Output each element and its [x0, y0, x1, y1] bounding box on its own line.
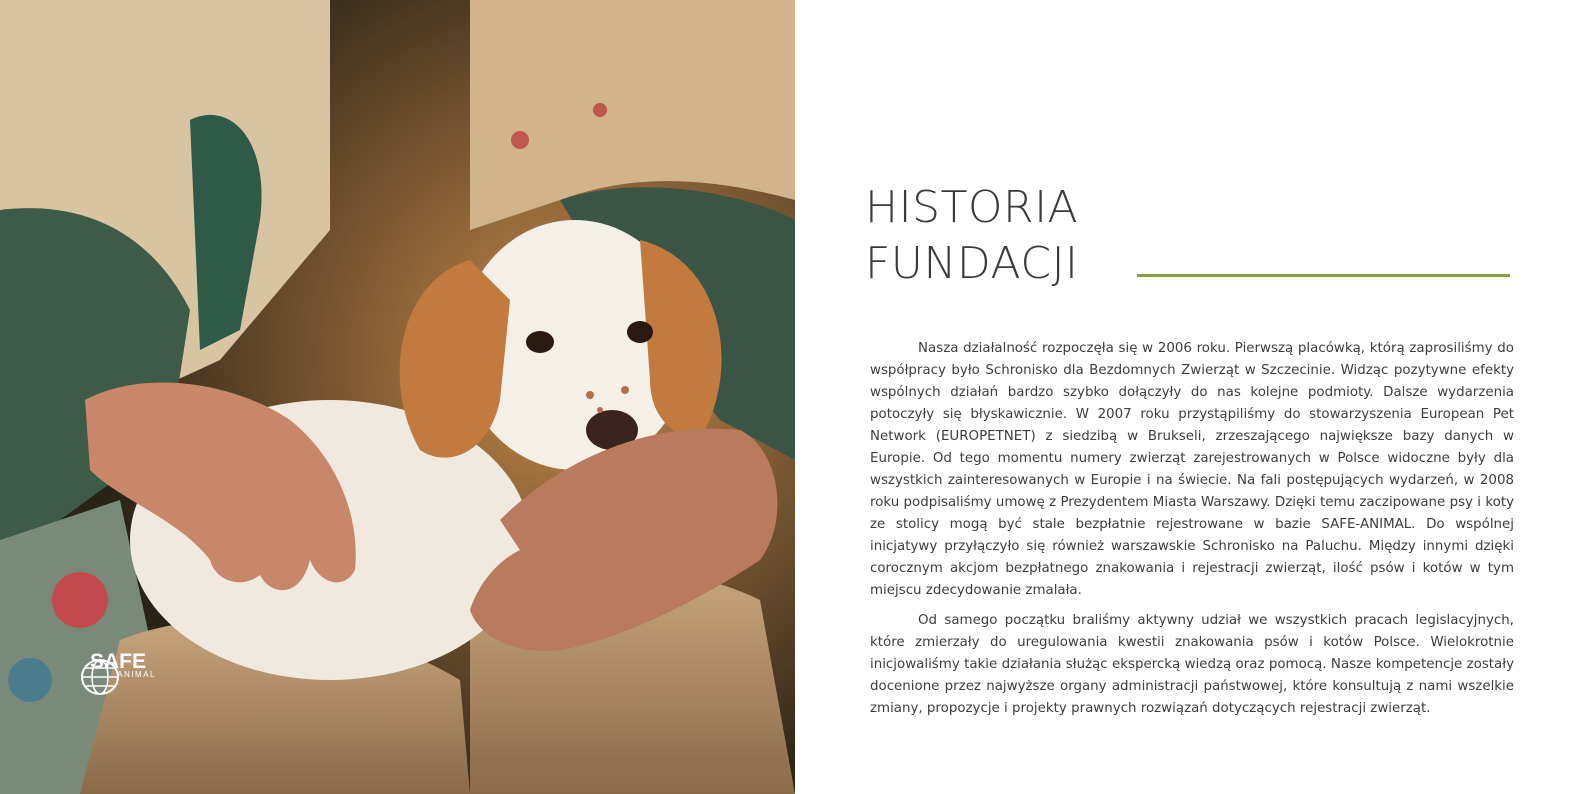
text-panel [795, 0, 1588, 794]
safe-animal-logo [78, 650, 158, 716]
page-title [865, 180, 1079, 292]
accent-divider [1137, 274, 1510, 277]
paragraph-2: Od samego początku braliśmy aktywny udział we wszystkich pracach legislacyjnych, które zmierzały do uregulowania kwestii znakowania psów i kotów Polsce. Wielokrotnie inicjowaliśmy takie działania służąc ekspercką wiedzą oraz pomocą. Nasze kompetencje zostały docenione przez najwyższe organy administracji państwowej, które konsultują z nami wszelkie zmiany, propozycje i projekty prawnych rozwiązań dotyczących rejestracji zwierząt. [870, 613, 1514, 716]
logo-text-safe: SAFE [89, 650, 146, 673]
title-line-2: FUNDACJI [865, 238, 1079, 289]
globe-icon [78, 658, 122, 696]
paragraph-1: Nasza działalność rozpoczęła się w 2006 roku. Pierwszą placówką, którą zaprosiliśmy do współpracy było Schronisko dla Bezdomnych Zwierząt w Szczecinie. Widząc pozytywne efekty wspólnych działań bardzo szybko dołączyły do nas kolejne podmioty. Dalsze wydarzenia potoczyły się błyskawicznie. W 2007 roku przystąpiliśmy do stowarzyszenia European Pet Network (EUROPETNET) z siedzibą w Brukseli, zrzeszającego największe bazy danych w Europie. Od tego momentu numery zwierząt zarejestrowanych w Polsce widoczne były dla wszystkich zainteresowanych w Europie i na świecie. Na fali postępujących wydarzeń, w 2008 roku podpisaliśmy umowę z Prezydentem Miasta Warszawy. Dzięki temu zaczipowane psy i koty ze stolicy mogą być stale bezpłatnie rejestrowane w bazie SAFE-ANIMAL. Do wspólnej inicjatywy przyłączyło się również warszawskie Schronisko na Paluchu. Między innymi dzięki corocznym akcjom bezpłatnego znakowania i rejestracji zwierząt, ilość psów i kotów w tym miejscu zdecydowanie zmalała. [870, 341, 1514, 598]
title-line-1: HISTORIA [865, 182, 1079, 233]
logo-text-animal: ANIMAL [117, 670, 156, 679]
history-text [870, 338, 1514, 728]
